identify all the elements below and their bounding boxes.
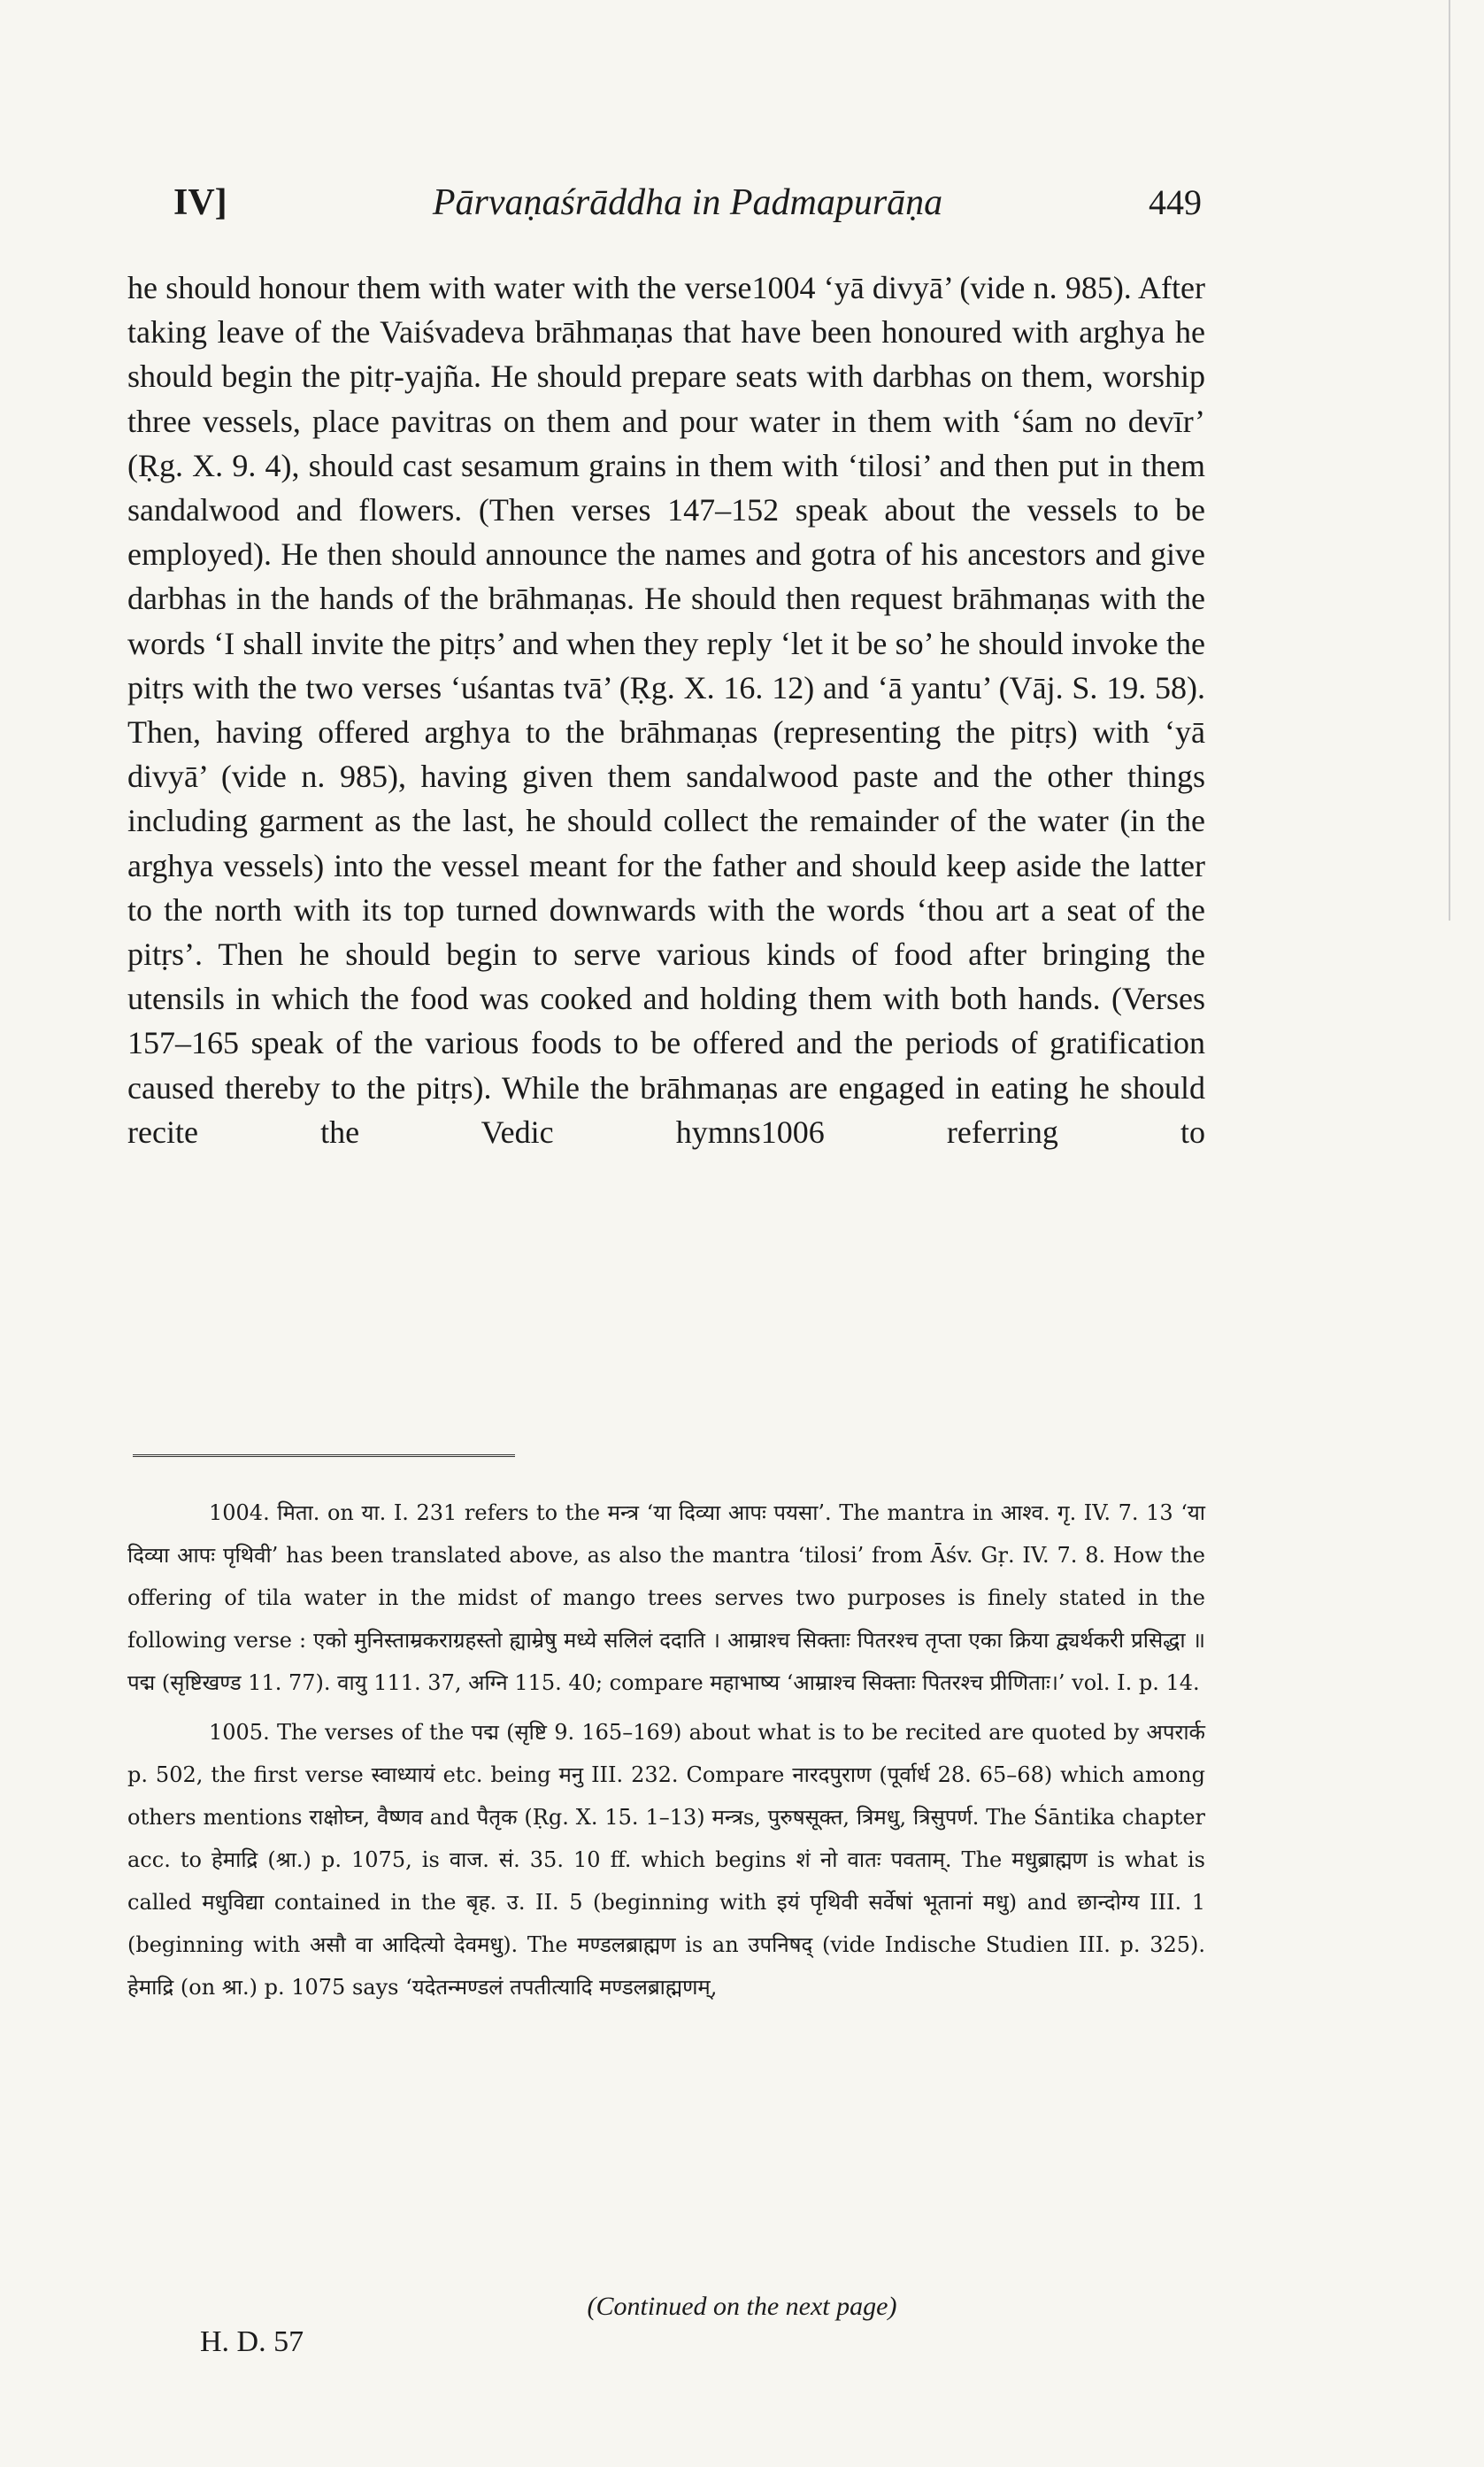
continued-note: (Continued on the next page): [587, 2292, 897, 2321]
page-number: 449: [1149, 182, 1202, 222]
main-paragraph: [127, 266, 1205, 1154]
signature-mark: H. D. 57: [200, 2325, 304, 2358]
running-header: [173, 181, 1202, 235]
body-paragraph: he should honour them with water with the verse1004 ‘yā divyā’ (vide n. 985). After taking leave of the Vaiśvadeva brāhmaṇas that have been honoured with arghya he should begin the pitṛ-yajña. He should prepare seats with darbhas on them, worship three vessels, place pavitras on them and pour water in them with ‘śam no devīr’ (Ṛg. X. 9. 4), should cast sesamum grains in them with ‘tilosi’ and then put in them sandalwood and flowers. (Then verses 147–152 speak about the vessels to be employed). He then should announce the names and gotra of his ancestors and give darbhas in the hands of the brāhmaṇas. He should then request brāhmaṇas with the words ‘I shall invite the pitṛs’ and when they reply ‘let it be so’ he should invoke the pitṛs with the two verses ‘uśantas tvā’ (Ṛg. X. 16. 12) and ‘ā yantu’ (Vāj. S. 19. 58). Then, having offered arghya to the brāhmaṇas (representing the pitṛs) with ‘yā divyā’ (vide n. 985), having given them sandalwood paste and the other things including garment as the last, he should collect the remainder of the water (in the arghya vessels) into the vessel meant for the father and should keep aside the latter to the north with its top turned downwards with the words ‘thou art a seat of the pitṛs’. Then he should begin to serve various kinds of food after bringing the utensils in which the food was cooked and holding them with both hands. (Verses 157–165 speak of the various foods to be offered and the periods of gratification caused thereby to the pitṛs). While the brāhmaṇas are engaged in eating he should recite the Vedic hymns1006 referring to: [127, 270, 1205, 1150]
footnote-1004: 1004. मिता. on या. I. 231 refers to the मन्त्र ‘या दिव्या आपः पयसा’. The mantra in आश्व. गृ. IV. 7. 13 ‘या दिव्या आपः पृथिवी’ has been translated above, as also the mantra ‘tilosi’ from Āśv. Gṛ. IV. 7. 8. How the offering of tila water in the midst of mango trees serves two purposes is finely stated in the following verse : एको मुनिस्ताम्रकराग्रहस्तो ह्याम्रेषु मध्ये सलिलं ददाति । आम्राश्च सिक्ताः पितरश्च तृप्ता एका क्रिया द्व्यर्थकरी प्रसिद्धा ॥ पद्म (सृष्टिखण्ड 11. 77). वायु 111. 37, अग्नि 115. 40; compare महाभाष्य ‘आम्राश्च सिक्ताः पितरश्च प्रीणिताः।’ vol. I. p. 14.: [127, 1500, 1205, 1695]
footnote-rule: [133, 1454, 515, 1457]
margin-line: [1449, 0, 1450, 921]
footnotes: [127, 1492, 1205, 2016]
section-number: IV]: [173, 182, 227, 223]
footnote-1005: 1005. The verses of the पद्म (सृष्टि 9. 165–169) about what is to be recited are quoted by अपरार्क p. 502, the first verse स्वाध्यायं etc. being मनु III. 232. Compare नारदपुराण (पूर्वार्ध 28. 65–68) which among others mentions राक्षोघ्न, वैष्णव and पैतृक (Ṛg. X. 15. 1–13) मन्त्रs, पुरुषसूक्त, त्रिमधु, त्रिसुपर्ण. The Śāntika chapter acc. to हेमाद्रि (श्रा.) p. 1075, is वाज. सं. 35. 10 ff. which begins शं नो वातः पवताम्. The मधुब्राह्मण is what is called मधुविद्या contained in the बृह. उ. II. 5 (beginning with इयं पृथिवी सर्वेषां भूतानां मधु) and छान्दोग्य III. 1 (beginning with असौ वा आदित्यो देवमधु). The मण्डलब्राह्मण is an उपनिषद् (vide Indische Studien III. p. 325). हेमाद्रि (on श्रा.) p. 1075 says ‘यदेतन्मण्डलं तपतीत्यादि मण्डलब्राह्मणम्,: [127, 1720, 1205, 2000]
running-title: Pārvaṇaśrāddha in Padmapurāṇa: [432, 182, 943, 223]
